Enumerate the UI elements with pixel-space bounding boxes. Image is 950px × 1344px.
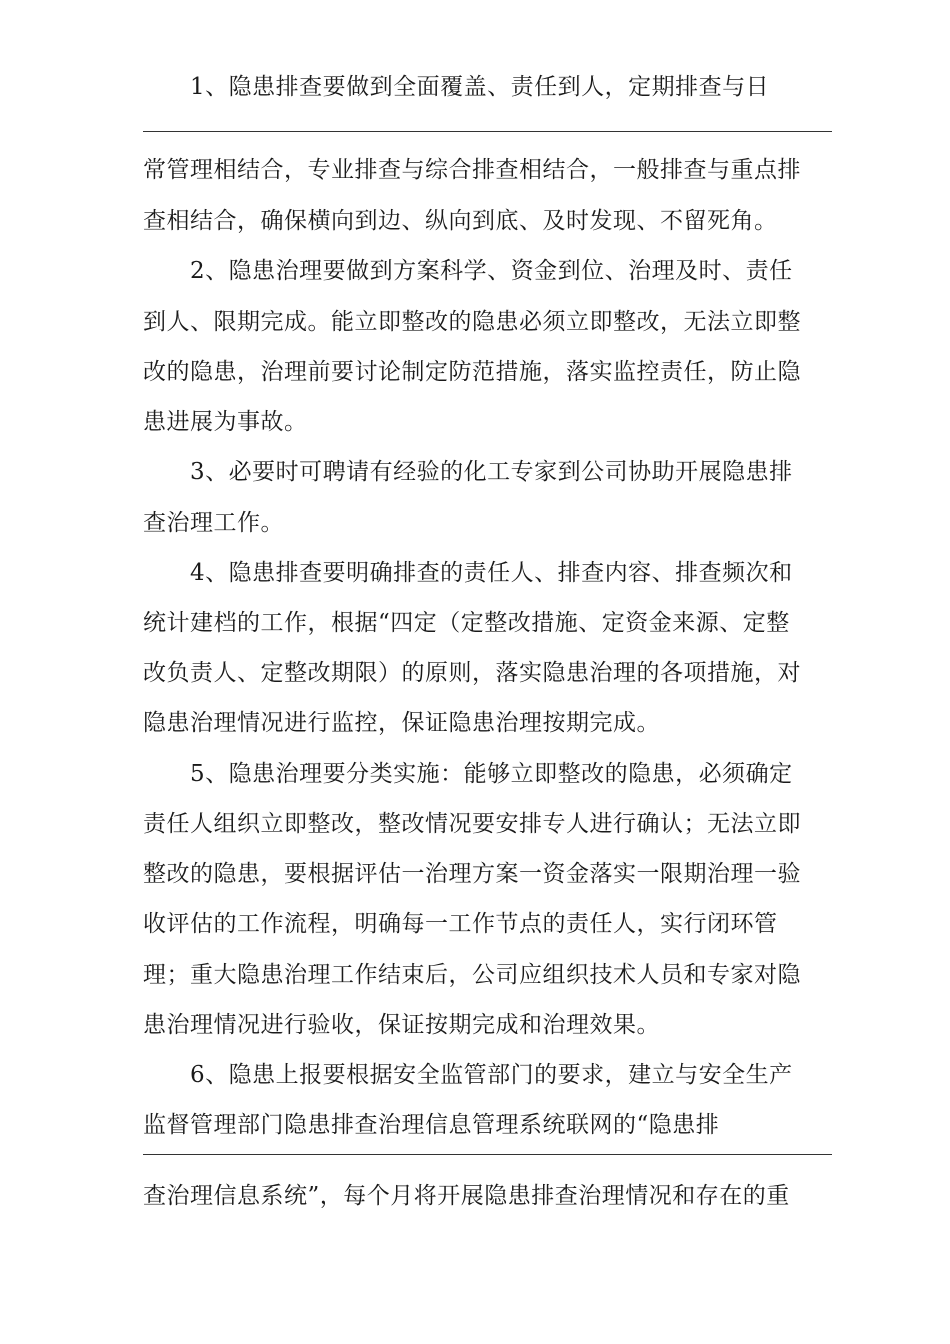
paragraph-2-line-3: 改的隐患，治理前要讨论制定防范措施，落实监控责任，防止隐 (143, 359, 801, 385)
paragraph-4-line-1: 4、隐患排查要明确排查的责任人、排查内容、排查频次和 (190, 560, 793, 586)
paragraph-6-line-3: 查治理信息系统”，每个月将开展隐患排查治理情况和存在的重 (143, 1183, 790, 1209)
paragraph-2-line-4: 患进展为事故。 (143, 409, 308, 435)
paragraph-5-line-3: 整改的隐患，要根据评估一治理方案一资金落实一限期治理一验 (143, 861, 801, 887)
page-divider-top (143, 131, 832, 132)
paragraph-6-line-2: 监督管理部门隐患排查治理信息管理系统联网的“隐患排 (143, 1112, 720, 1138)
paragraph-5-line-1: 5、隐患治理要分类实施：能够立即整改的隐患，必须确定 (190, 761, 793, 787)
paragraph-2-line-1: 2、隐患治理要做到方案科学、资金到位、治理及时、责任 (190, 258, 793, 284)
paragraph-6-line-1: 6、隐患上报要根据安全监管部门的要求，建立与安全生产 (190, 1062, 793, 1088)
page-divider-bottom (143, 1154, 832, 1155)
paragraph-4-line-4: 隐患治理情况进行监控，保证隐患治理按期完成。 (143, 710, 660, 736)
paragraph-1-line-1: 1、隐患排查要做到全面覆盖、责任到人，定期排查与日 (190, 74, 770, 100)
paragraph-4-line-3: 改负责人、定整改期限）的原则，落实隐患治理的各项措施，对 (143, 660, 801, 686)
paragraph-5-line-2: 责任人组织立即整改，整改情况要安排专人进行确认；无法立即 (143, 811, 801, 837)
paragraph-2-line-2: 到人、限期完成。能立即整改的隐患必须立即整改，无法立即整 (143, 309, 801, 335)
paragraph-5-line-4: 收评估的工作流程，明确每一工作节点的责任人，实行闭环管 (143, 911, 778, 937)
paragraph-5-line-5: 理；重大隐患治理工作结束后，公司应组织技术人员和专家对隐 (143, 962, 801, 988)
paragraph-3-line-1: 3、必要时可聘请有经验的化工专家到公司协助开展隐患排 (190, 459, 793, 485)
paragraph-4-line-2: 统计建档的工作，根据“四定（定整改措施、定资金来源、定整 (143, 610, 790, 636)
paragraph-3-line-2: 查治理工作。 (143, 510, 284, 536)
paragraph-5-line-6: 患治理情况进行验收，保证按期完成和治理效果。 (143, 1012, 660, 1038)
paragraph-1-line-3: 查相结合，确保横向到边、纵向到底、及时发现、不留死角。 (143, 208, 778, 234)
paragraph-1-line-2: 常管理相结合，专业排查与综合排查相结合，一般排查与重点排 (143, 157, 801, 183)
